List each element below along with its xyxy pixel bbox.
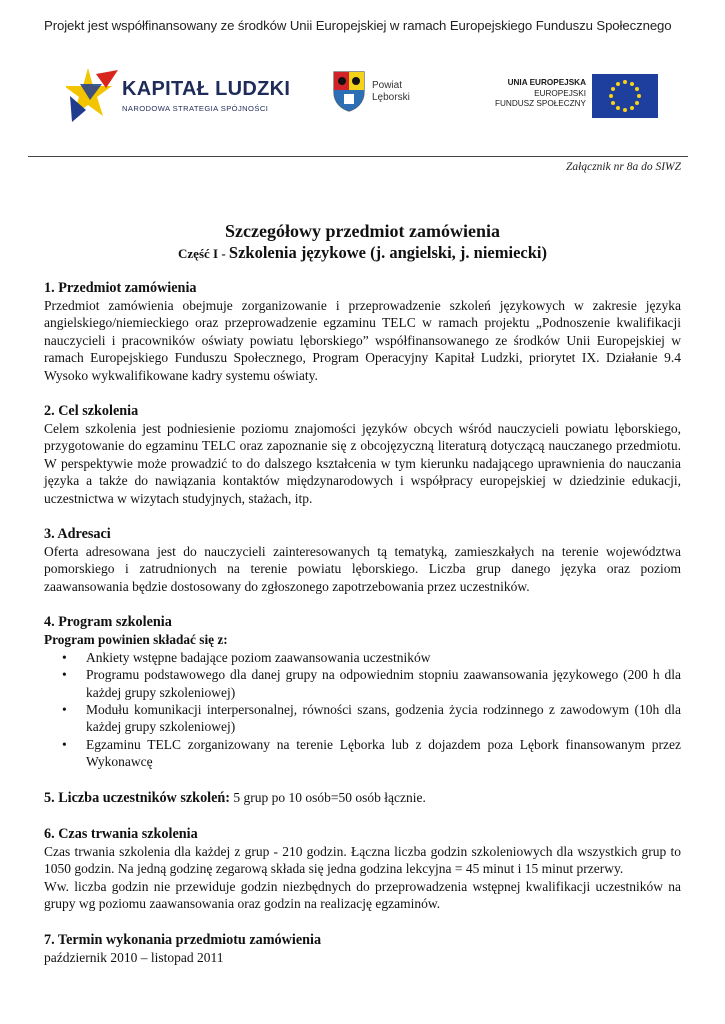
ue-efs-logo — [488, 74, 660, 122]
section-7 — [44, 931, 681, 966]
section-2 — [44, 402, 681, 507]
document-subtitle — [44, 242, 681, 265]
header-divider — [28, 156, 688, 157]
list-item: • Egzaminu TELC zorganizowany na terenie Lęborka lub z dojazdem poza Lębork finansowanym przez Wykonawcę — [86, 736, 681, 771]
section-heading: 7. Termin wykonania przedmiotu zamówienia — [44, 931, 322, 948]
section-inline — [44, 789, 681, 807]
logo-bar — [0, 60, 725, 140]
attachment-label: Załącznik nr 8a do SIWZ — [566, 161, 681, 173]
section-heading: 6. Czas trwania szkolenia — [44, 825, 198, 842]
eu-flag-icon — [592, 74, 658, 118]
funding-line: Projekt jest współfinansowany ze środków Unii Europejskiej w ramach Europejskiego Funduszu Społecznego — [44, 18, 672, 33]
ue-line1: UNIA EUROPEJSKA — [507, 78, 586, 87]
section-heading: 3. Adresaci — [44, 526, 111, 543]
section-heading: 1. Przedmiot zamówienia — [44, 280, 197, 296]
ue-text — [488, 78, 586, 110]
section-6 — [44, 825, 681, 913]
section-1 — [44, 279, 681, 384]
section-4 — [44, 613, 681, 770]
powiat-crest-icon — [332, 70, 366, 112]
ue-line2: EUROPEJSKI — [534, 88, 586, 98]
section-5 — [44, 789, 681, 807]
ue-line3: FUNDUSZ SPOŁECZNY — [495, 99, 586, 108]
section-heading: 5. Liczba uczestników szkoleń: — [44, 789, 231, 806]
subtitle-prefix: Część I - — [178, 246, 229, 261]
powiat-line1: Powiat — [372, 80, 403, 91]
powiat-line2: Lęborski — [372, 92, 410, 103]
list-item: • Programu podstawowego dla danej grupy na odpowiednim stopniu zaawansowania językowego (200 h dla każdej grupy szkoleniowej) — [86, 666, 681, 701]
kapital-ludzki-title: KAPITAŁ LUDZKI — [122, 78, 291, 100]
kapital-ludzki-logo — [66, 66, 291, 126]
document-body — [44, 220, 681, 984]
section-subheading: Program powinien składać się z: — [44, 632, 228, 648]
kapital-ludzki-subtitle: NARODOWA STRATEGIA SPÓJNOŚCI — [122, 104, 269, 113]
powiat-text — [372, 80, 410, 104]
program-list — [44, 649, 681, 771]
section-text: Oferta adresowana jest do nauczycieli zainteresowanych tą tematyką, zamieszkałych na terenie województwa pomorskiego i zatrudnionych na terenie powiatu lęborskiego. Liczba grup danego języka oraz poziom zaawansowania będzie dostosowany do zgłoszonego zapotrzebowania przez uczestników. — [44, 544, 681, 594]
subtitle-main: Szkolenia językowe (j. angielski, j. niemiecki) — [228, 243, 547, 262]
section-text: Czas trwania szkolenia dla każdej z grup - 210 godzin. Łączna liczba godzin szkoleniowych dla wszystkich grup to 1050 godzin. Na jedną godzinę zegarową składa się jedna godzina lekcyjna = 45 minut i 15 minut przerwy. — [44, 843, 681, 877]
kapital-ludzki-star-icon — [66, 66, 118, 124]
section-heading: 4. Program szkolenia — [44, 614, 172, 631]
section-text-2: Ww. liczba godzin nie przewiduje godzin niezbędnych do przeprowadzenia wstępnej kwalifikacji uczestników na grupy wg poziomu zaawansowania oraz godzin na realizację egzaminów. — [44, 878, 681, 912]
section-text: Celem szkolenia jest podniesienie poziomu znajomości języków obcych wśród nauczycieli powiatu lęborskiego, przygotowanie do egzaminu TELC oraz zapoznanie się z obcojęzyczną literaturą dotyczącą nauczanego przedmiotu. W perspektywie może prowadzić to do dalszego kształcenia w tym kierunku nadającego uprawnienia do nauczania języka a także do nawiązania kontaktów międzynarodowych i współpracy europejskiej w dziedzinie edukacji, uczestnictwa w wizytach studyjnych, stażach, itp. — [44, 421, 681, 506]
section-text: Przedmiot zamówienia obejmuje zorganizowanie i przeprowadzenie szkoleń językowych w zakresie języka angielskiego/niemieckiego oraz przeprowadzenie egzaminu TELC w ramach projektu „Podnoszenie kwalifikacji nauczycieli i pracowników oświaty powiatu lęborskiego” współfinansowanego ze środków Unii Europejskiej w ramach Europejskiego Funduszu Społecznego, Program Operacyjny Kapitał Ludzki, priorytet IX. Działanie 9.4 Wysoko wykwalifikowane kadry systemu oświaty. — [44, 298, 681, 383]
list-item: • Ankiety wstępne badające poziom zaawansowania uczestników — [86, 649, 681, 666]
powiat-leborski-logo — [332, 70, 432, 120]
section-heading: 2. Cel szkolenia — [44, 403, 139, 420]
document-title: Szczegółowy przedmiot zamówienia — [225, 221, 500, 241]
section-text: październik 2010 – listopad 2011 — [44, 949, 224, 965]
section-inline-text: 5 grup po 10 osób=50 osób łącznie. — [230, 789, 426, 805]
list-item: • Modułu komunikacji interpersonalnej, równości szans, godzenia życia rodzinnego z zawodowym (10h dla każdej grupy szkoleniowej) — [86, 701, 681, 736]
section-3 — [44, 525, 681, 595]
